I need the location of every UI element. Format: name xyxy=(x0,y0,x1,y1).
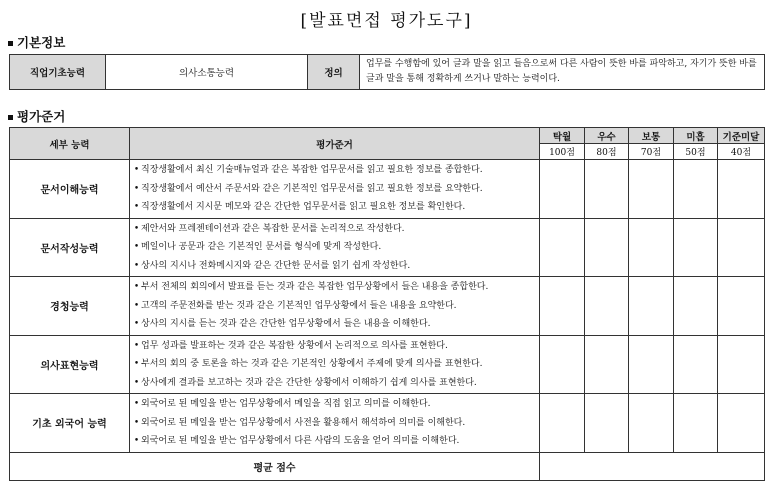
score-input-cell[interactable] xyxy=(585,218,629,277)
detail-ability-name: 경청능력 xyxy=(10,277,130,336)
bullet-icon: • xyxy=(133,300,140,311)
score-input-cell[interactable] xyxy=(674,335,718,394)
criteria-item xyxy=(132,257,539,276)
bullet-icon: • xyxy=(133,359,140,369)
score-input-cell[interactable] xyxy=(674,160,718,219)
criteria-item-text: 상사에게 결과를 보고하는 것과 같은 간단한 상황에서 이해하기 쉽게 의사를 표현한다. xyxy=(141,377,477,388)
bullet-icon: • xyxy=(133,223,140,234)
bullet-icon: • xyxy=(133,399,140,409)
score-input-cell[interactable] xyxy=(629,218,674,277)
definition-label: 정의 xyxy=(308,55,360,90)
detail-header: 세부 능력 xyxy=(10,128,130,160)
basic-info-heading-text: 기본정보 xyxy=(17,35,66,50)
score-input-cell[interactable] xyxy=(718,394,765,453)
criteria-item-text: 직장생활에서 최신 기술매뉴얼과 같은 복잡한 업무문서를 읽고 필요한 정보를 종합한다. xyxy=(141,165,483,175)
criteria-item xyxy=(132,337,539,356)
score-input-cell[interactable] xyxy=(718,160,765,219)
criteria-header: 평가준거 xyxy=(130,128,540,160)
criteria-item-text: 고객의 주문전화를 받는 것과 같은 기본적인 업무상황에서 들은 내용을 요약한다. xyxy=(141,300,457,311)
criteria-item-text: 직장생활에서 예산서 주문서와 같은 기본적인 업무문서를 읽고 필요한 정보를 요약한다. xyxy=(141,183,483,194)
criteria-list-cell xyxy=(130,277,540,336)
criteria-item xyxy=(132,374,539,393)
score-input-cell[interactable] xyxy=(629,160,674,219)
criteria-item-text: 부서의 회의 중 토론을 하는 것과 같은 기본적인 상황에서 주제에 맞게 의사를 표현한다. xyxy=(141,359,483,369)
criteria-item-text: 제안서와 프레젠테이션과 같은 복잡한 문서를 논리적으로 작성한다. xyxy=(141,223,405,234)
detail-ability-name: 기초 외국어 능력 xyxy=(10,394,130,453)
competency-label: 직업기초능력 xyxy=(10,55,106,90)
criteria-item xyxy=(132,278,539,297)
criteria-item-text: 상사의 지시를 듣는 것과 같은 간단한 업무상황에서 들은 내용을 이해한다. xyxy=(141,319,431,329)
criteria-row xyxy=(10,277,765,336)
criteria-item xyxy=(132,198,539,217)
bullet-icon: • xyxy=(133,165,140,175)
criteria-item-text: 외국어로 된 메일을 받는 업무상황에서 메일을 직접 읽고 의미를 이해한다. xyxy=(141,399,431,409)
detail-ability-name: 의사표현능력 xyxy=(10,335,130,394)
score-input-cell[interactable] xyxy=(718,218,765,277)
criteria-item-text: 부서 전체의 회의에서 발표를 듣는 것과 같은 복잡한 업무상황에서 들은 내용을 종합한다. xyxy=(141,282,489,292)
criteria-row xyxy=(10,335,765,394)
grade-points: 50점 xyxy=(674,144,718,160)
criteria-item xyxy=(132,395,539,414)
score-input-cell[interactable] xyxy=(540,394,585,453)
grade-points: 80점 xyxy=(585,144,629,160)
bullet-icon: • xyxy=(133,340,140,351)
detail-ability-name: 문서이해능력 xyxy=(10,160,130,219)
criteria-item xyxy=(132,315,539,334)
bullet-icon: • xyxy=(133,436,140,446)
criteria-item xyxy=(132,355,539,374)
detail-ability-name: 문서작성능력 xyxy=(10,218,130,277)
competency-value: 의사소통능력 xyxy=(106,55,308,90)
criteria-heading xyxy=(8,107,65,125)
average-score-label: 평균 점수 xyxy=(10,452,540,480)
criteria-item xyxy=(132,180,539,199)
criteria-item-text: 외국어로 된 메일을 받는 업무상황에서 사전을 활용해서 해석하여 의미를 이해한다. xyxy=(141,417,466,428)
score-input-cell[interactable] xyxy=(585,160,629,219)
criteria-item xyxy=(132,414,539,433)
criteria-item-text: 직장생활에서 지시문 메모와 같은 간단한 업무문서를 읽고 필요한 정보를 확인한다. xyxy=(141,202,466,212)
score-input-cell[interactable] xyxy=(629,277,674,336)
criteria-item xyxy=(132,432,539,451)
score-input-cell[interactable] xyxy=(540,160,585,219)
criteria-list-cell xyxy=(130,394,540,453)
criteria-row xyxy=(10,394,765,453)
score-input-cell[interactable] xyxy=(585,335,629,394)
basic-info-heading xyxy=(8,33,65,51)
square-bullet-icon xyxy=(8,115,13,120)
grade-points: 40점 xyxy=(718,144,765,160)
average-score-cell[interactable] xyxy=(540,452,765,480)
criteria-list-cell xyxy=(130,218,540,277)
criteria-heading-text: 평가준거 xyxy=(17,109,66,124)
score-input-cell[interactable] xyxy=(540,335,585,394)
criteria-item xyxy=(132,161,539,180)
basic-info-table xyxy=(9,54,765,90)
grade-points: 70점 xyxy=(629,144,674,160)
bullet-icon: • xyxy=(133,282,140,292)
criteria-item xyxy=(132,220,539,239)
bullet-icon: • xyxy=(133,260,140,271)
grade-label: 기준미달 xyxy=(718,128,765,144)
score-input-cell[interactable] xyxy=(629,394,674,453)
score-input-cell[interactable] xyxy=(718,277,765,336)
grade-label: 우수 xyxy=(585,128,629,144)
criteria-item-text: 외국어로 된 메일을 받는 업무상황에서 다른 사람의 도움을 얻어 의미를 이해한다. xyxy=(141,436,460,446)
score-input-cell[interactable] xyxy=(585,394,629,453)
bullet-icon: • xyxy=(133,183,140,194)
page-title: [발표면접 평가도구] xyxy=(300,11,473,31)
bullet-icon: • xyxy=(133,319,140,329)
criteria-item xyxy=(132,297,539,316)
grade-label: 탁월 xyxy=(540,128,585,144)
score-input-cell[interactable] xyxy=(629,335,674,394)
bullet-icon: • xyxy=(133,202,140,212)
score-input-cell[interactable] xyxy=(540,218,585,277)
score-input-cell[interactable] xyxy=(674,394,718,453)
bullet-icon: • xyxy=(133,377,140,388)
bullet-icon: • xyxy=(133,242,140,252)
criteria-list-cell xyxy=(130,160,540,219)
average-row xyxy=(10,452,765,480)
grade-label: 보통 xyxy=(629,128,674,144)
grade-points: 100점 xyxy=(540,144,585,160)
criteria-list-cell xyxy=(130,335,540,394)
definition-text: 업무를 수행함에 있어 글과 말을 읽고 들음으로써 다른 사람이 뜻한 바를 파악하고, 자기가 뜻한 바를 글과 말을 통해 정확하게 쓰거나 말하는 능력이다. xyxy=(360,55,765,90)
score-input-cell[interactable] xyxy=(718,335,765,394)
criteria-row xyxy=(10,218,765,277)
evaluation-table xyxy=(9,127,765,481)
score-input-cell[interactable] xyxy=(540,277,585,336)
criteria-item-text: 메일이나 공문과 같은 기본적인 문서를 형식에 맞게 작성한다. xyxy=(141,242,382,252)
grade-label: 미흡 xyxy=(674,128,718,144)
criteria-item-text: 상사의 지시나 전화메시지와 같은 간단한 문서를 읽기 쉽게 작성한다. xyxy=(141,260,411,271)
score-input-cell[interactable] xyxy=(674,218,718,277)
criteria-row xyxy=(10,160,765,219)
criteria-item-text: 업무 성과를 발표하는 것과 같은 복잡한 상황에서 논리적으로 의사를 표현한다. xyxy=(141,340,448,351)
score-input-cell[interactable] xyxy=(674,277,718,336)
bullet-icon: • xyxy=(133,417,140,428)
square-bullet-icon xyxy=(8,41,13,46)
score-input-cell[interactable] xyxy=(585,277,629,336)
criteria-item xyxy=(132,238,539,257)
